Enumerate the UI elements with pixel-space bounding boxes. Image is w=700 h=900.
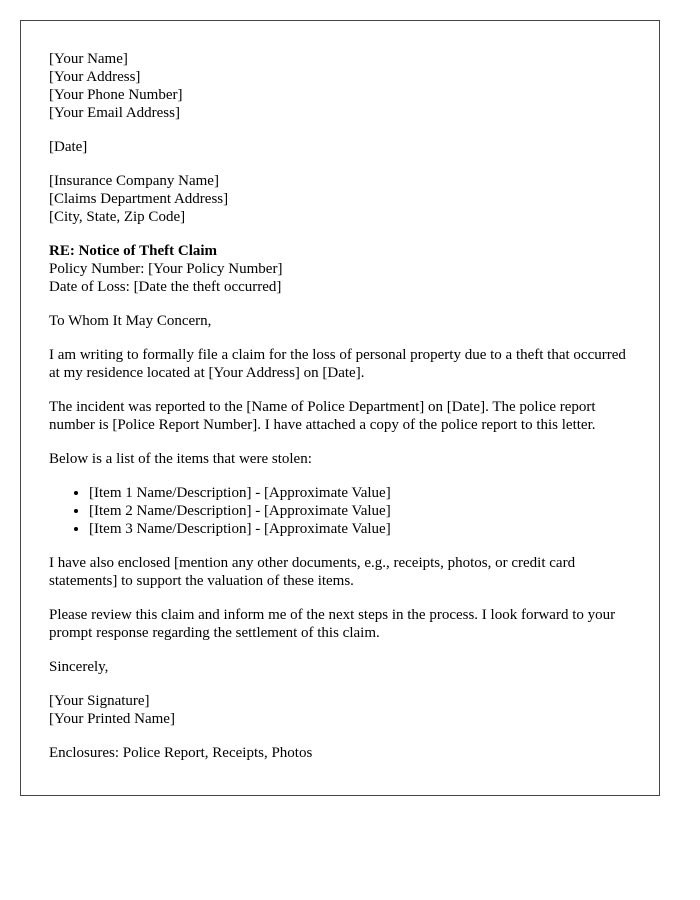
date-block xyxy=(49,138,631,156)
sender-block xyxy=(49,50,631,122)
enclosures: Enclosures: Police Report, Receipts, Photos xyxy=(49,745,313,761)
police-report-paragraph: The incident was reported to the [Name of Police Department] on [Date]. The police report number is [Police Report Number]. I have attached a copy of the police report to this letter. xyxy=(49,399,596,433)
recipient-company: [Insurance Company Name] xyxy=(49,173,219,189)
intro-paragraph: I am writing to formally file a claim for the loss of personal property due to a theft that occurred at my residence located at [Your Address] on [Date]. xyxy=(49,347,626,381)
enclosed-documents-paragraph: I have also enclosed [mention any other documents, e.g., receipts, photos, or credit card statements] to support the valuation of these items. xyxy=(49,555,576,589)
printed-name: [Your Printed Name] xyxy=(49,711,175,727)
letter-page xyxy=(20,20,660,796)
signature-placeholder: [Your Signature] xyxy=(49,693,150,709)
closing-request-paragraph: Please review this claim and inform me of the next steps in the process. I look forward to your prompt response regarding the settlement of this claim. xyxy=(49,607,616,641)
sender-name: [Your Name] xyxy=(49,51,128,67)
subject-block xyxy=(49,242,631,296)
list-item: • [Item 3 Name/Description] - [Approximate Value] xyxy=(89,520,631,538)
list-item: • [Item 1 Name/Description] - [Approximate Value] xyxy=(89,484,631,502)
sender-email: [Your Email Address] xyxy=(49,105,180,121)
sender-address: [Your Address] xyxy=(49,69,141,85)
list-intro-paragraph: Below is a list of the items that were stolen: xyxy=(49,451,312,467)
recipient-department-address: [Claims Department Address] xyxy=(49,191,229,207)
letter-date: [Date] xyxy=(49,139,88,155)
list-item: • [Item 2 Name/Description] - [Approximate Value] xyxy=(89,502,631,520)
signature-block xyxy=(49,692,631,728)
sender-phone: [Your Phone Number] xyxy=(49,87,183,103)
salutation: To Whom It May Concern, xyxy=(49,313,212,329)
closing: Sincerely, xyxy=(49,659,109,675)
recipient-block xyxy=(49,172,631,226)
recipient-city-state-zip: [City, State, Zip Code] xyxy=(49,209,186,225)
subject-title: RE: Notice of Theft Claim xyxy=(49,243,218,259)
date-of-loss: Date of Loss: [Date the theft occurred] xyxy=(49,279,282,295)
stolen-items-list xyxy=(49,484,631,538)
policy-number: Policy Number: [Your Policy Number] xyxy=(49,261,283,277)
